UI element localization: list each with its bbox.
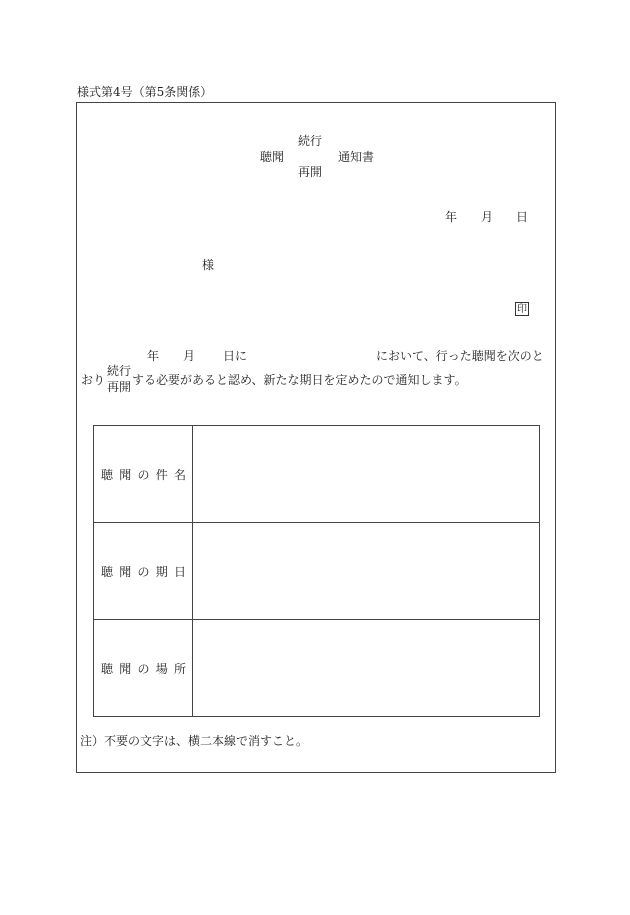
row-label-place: 聴 聞 の 場 所 xyxy=(94,620,193,717)
title-left: 聴聞 xyxy=(260,150,285,164)
table-row xyxy=(94,523,540,620)
row-label-date: 聴 聞 の 期 日 xyxy=(94,523,193,620)
row-value-subject[interactable] xyxy=(193,426,540,523)
date-month: 月 xyxy=(481,210,494,224)
form-number: 様式第4号（第5条関係） xyxy=(77,85,213,99)
table-row xyxy=(94,620,540,717)
seal-mark: 印 xyxy=(517,304,527,315)
date-day: 日 xyxy=(516,210,529,224)
body-option-continue: 続行 xyxy=(107,364,132,378)
body-line1-tail: において、行った聴聞を次のと xyxy=(376,349,544,363)
body-line2-lead: おり xyxy=(81,373,106,387)
body-line2-tail: する必要があると認め、新たな期日を定めたので通知します。 xyxy=(132,373,467,387)
info-table xyxy=(93,425,540,717)
table-row xyxy=(94,426,540,523)
addressee-suffix: 様 xyxy=(202,258,215,272)
body-year: 年 xyxy=(147,349,160,363)
body-option-resume: 再開 xyxy=(107,380,132,394)
row-value-date[interactable] xyxy=(193,523,540,620)
title-option-resume: 再開 xyxy=(298,165,323,179)
footnote: 注）不要の文字は、横二本線で消すこと。 xyxy=(80,734,309,748)
title-option-continue: 続行 xyxy=(298,134,323,148)
date-year: 年 xyxy=(445,210,458,224)
title-right: 通知書 xyxy=(338,150,375,164)
row-label-subject: 聴 聞 の 件 名 xyxy=(94,426,193,523)
body-day: 日に xyxy=(223,349,248,363)
row-value-place[interactable] xyxy=(193,620,540,717)
body-month: 月 xyxy=(183,349,196,363)
